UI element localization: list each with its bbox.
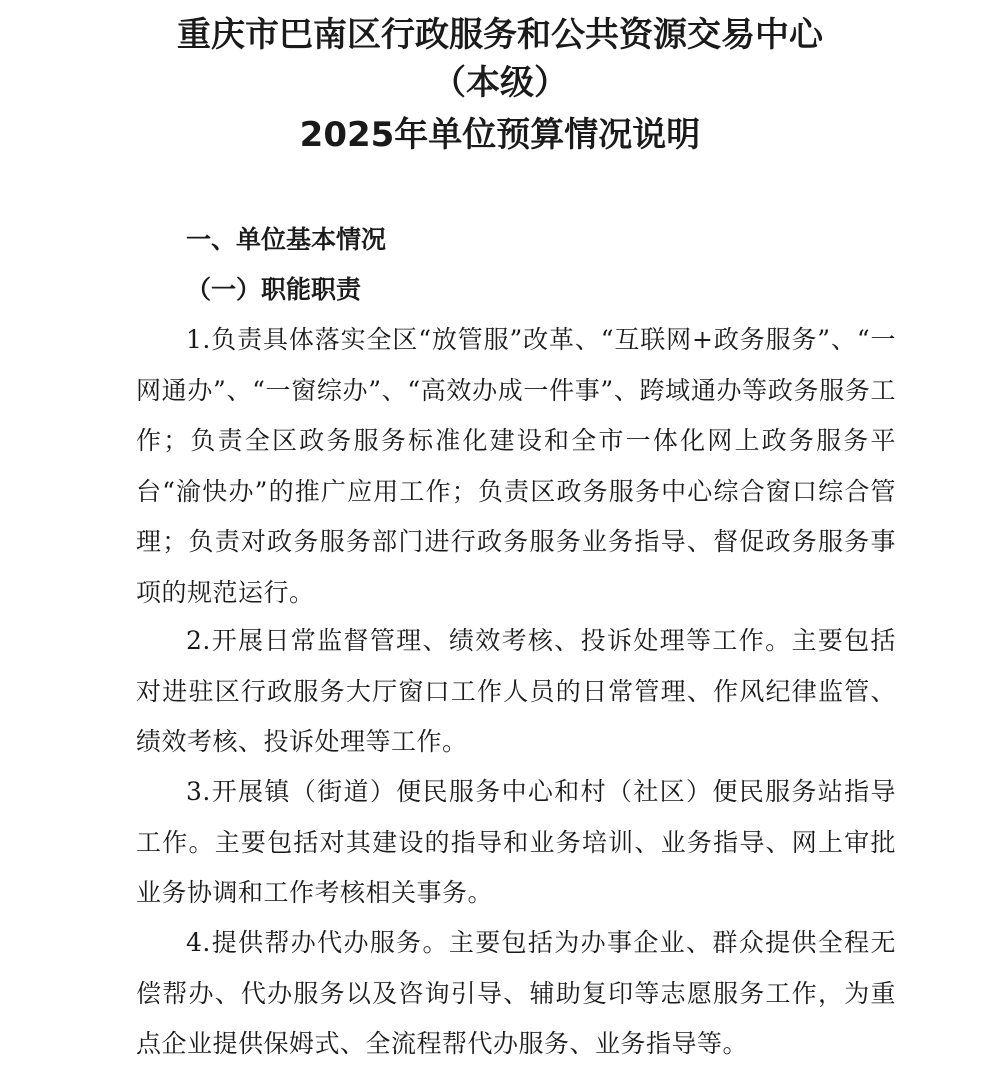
paragraph-duty-2: 2.开展日常监督管理、绩效考核、投诉处理等工作。主要包括对进驻区行政服务大厅窗口工作人员的日常管理、作风纪律监管、绩效考核、投诉处理等工作。	[136, 626, 896, 756]
section-heading: 一、单位基本情况	[186, 225, 387, 254]
subsection-heading: （一）职能职责	[186, 275, 362, 304]
paragraph-duty-4: 4.提供帮办代办服务。主要包括为办事企业、群众提供全程无偿帮办、代办服务以及咨询引导、辅助复印等志愿服务工作，为重点企业提供保姆式、全流程帮代办服务、业务指导等。	[136, 928, 896, 1058]
document-title-level: （本级）	[432, 63, 568, 103]
document-title: 重庆市巴南区行政服务和公共资源交易中心	[177, 15, 823, 55]
document-title-year: 2025年单位预算情况说明	[299, 115, 701, 155]
paragraph-duty-1: 1.负责具体落实全区“放管服”改革、“互联网+政务服务”、“一网通办”、“一窗综办”、“高效办成一件事”、跨域通办等政务服务工作；负责全区政务服务标准化建设和全市一体化网上政务服务平台“渝快办”的推广应用工作；负责区政务服务中心综合窗口综合管理；负责对政务服务部门进行政务服务业务指导、督促政务服务事项的规范运行。	[136, 325, 896, 607]
paragraph-duty-3: 3.开展镇（街道）便民服务中心和村（社区）便民服务站指导工作。主要包括对其建设的指导和业务培训、业务指导、网上审批业务协调和工作考核相关事务。	[136, 777, 896, 907]
